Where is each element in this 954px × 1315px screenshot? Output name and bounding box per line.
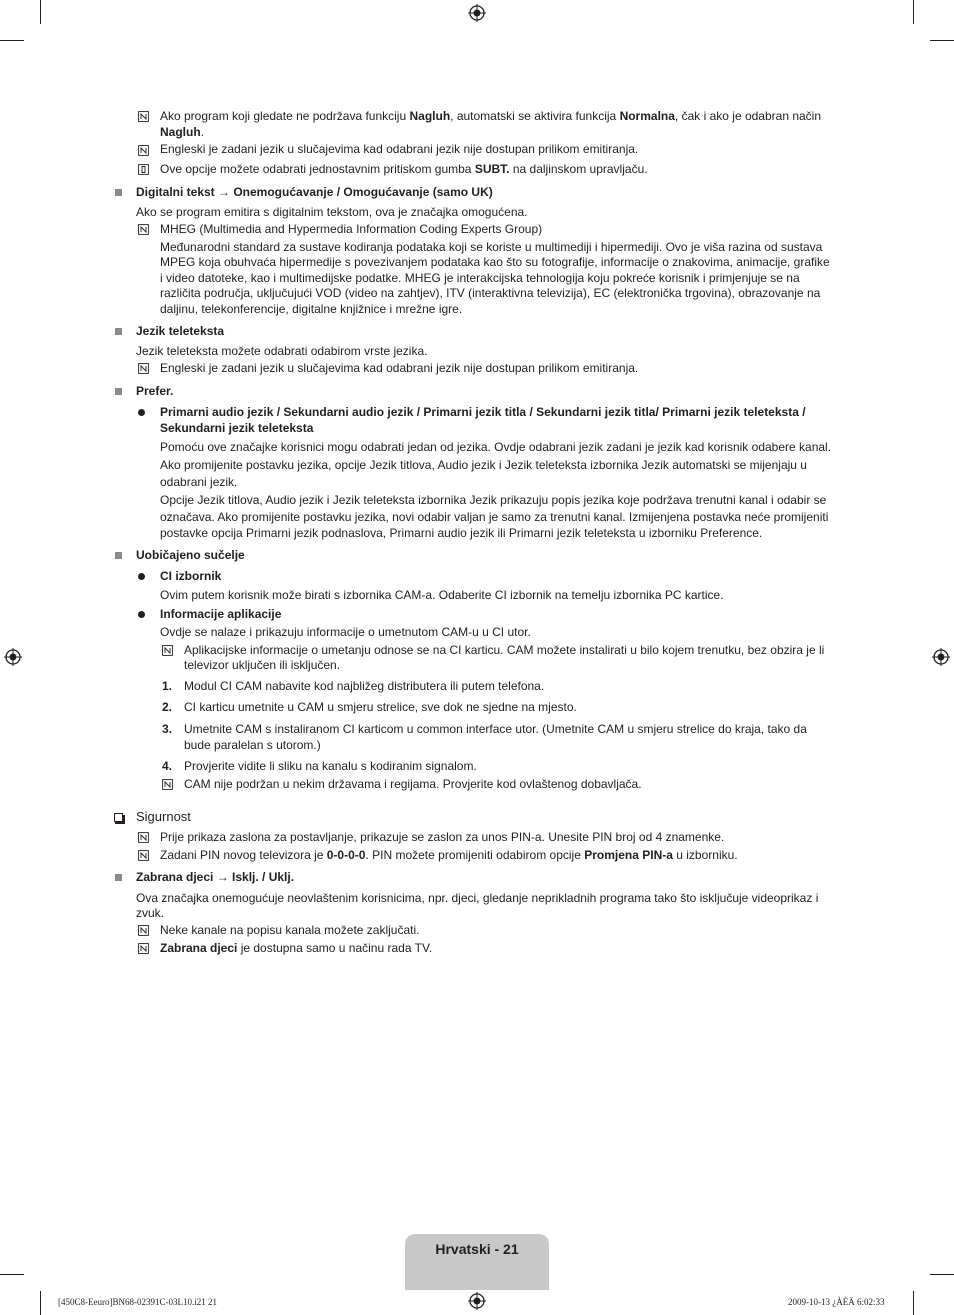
paragraph: Pomoću ove značajke korisnici mogu odabrati jedan od jezika. Ovdje odabrani jezik zadani je jezik kad korisnik odabere kanal.: [160, 440, 832, 454]
file-info: [450C8-Eeuro]BN68-02391C-03L10.i21 21: [58, 1297, 217, 1307]
note-text: Nagluh.: [160, 125, 205, 139]
remote-icon: [138, 164, 149, 175]
paragraph: daljinu, telekonferencije, digitalne knjižnice i mrežne igre.: [160, 302, 463, 316]
section-title: Sigurnost: [136, 809, 191, 824]
step-text: bude paralelan s utorom.): [184, 738, 321, 752]
section-heading: Digitalni tekst → Onemogućavanje / Omogućavanje (samo UK): [136, 185, 493, 199]
step-number: 3.: [162, 722, 173, 736]
note-icon: [138, 850, 149, 861]
step-number: 2.: [162, 700, 173, 714]
section-bullet: [115, 388, 122, 395]
paragraph: i video datoteke, kao i multimedijske podatke. MHEG je interakcijska tehnologija koju pokreće korisnik i primjenjuje se na: [160, 271, 800, 285]
paragraph: Ova značajka onemogućuje neovlaštenim korisnicima, npr. djeci, gledanje neprikladnih programa tako što isključuje videoprikaz i: [136, 891, 819, 905]
paragraph: Opcije Jezik titlova, Audio jezik i Jezik teleteksta izbornika Jezik prikazuju popis jezika koje podržava trenutni kanal i odabir se: [160, 493, 827, 507]
note-icon: [138, 943, 149, 954]
section-bullet: [115, 874, 122, 881]
section-checkbox-icon: [114, 813, 123, 822]
registration-mark-icon: [468, 4, 486, 22]
step-text: CI karticu umetnite u CAM u smjeru strelice, sve dok ne sjedne na mjesto.: [184, 700, 577, 714]
list-bullet: [138, 573, 145, 580]
paragraph: različita područja, uključujući VOD (video na zahtjev), ITV (interaktivna televizija), EC (elektronička trgovina), obrazovanje na: [160, 286, 821, 300]
note-text: Zadani PIN novog televizora je 0-0-0-0. PIN možete promijeniti odabirom opcije Promjena PIN-a u izborniku.: [160, 848, 738, 862]
note-text: Ove opcije možete odabrati jednostavnim pritiskom gumba SUBT. na daljinskom upravljaču.: [160, 162, 648, 176]
note-icon: [138, 224, 149, 235]
step-text: Provjerite vidite li sliku na kanalu s kodiranim signalom.: [184, 759, 477, 773]
registration-mark-icon: [468, 1292, 486, 1310]
page-number: Hrvatski - 21: [435, 1241, 519, 1257]
step-number: 1.: [162, 679, 173, 693]
note-text: Zabrana djeci je dostupna samo u načinu rada TV.: [160, 941, 433, 955]
registration-mark-icon: [4, 648, 22, 666]
subheading: CI izbornik: [160, 569, 222, 583]
note-icon: [162, 779, 173, 790]
section-heading: Zabrana djeci → Isklj. / Uklj.: [136, 870, 295, 884]
paragraph: MPEG koja obuhvaća hipermedije s povezivanjem podataka kao što su fotografije, informacije o znakovima, animacije, grafike: [160, 255, 830, 269]
list-bullet: [138, 409, 145, 416]
paragraph: Ovim putem korisnik može birati s izbornika CAM-a. Odaberite CI izbornik na temelju izbornika PC kartice.: [160, 588, 724, 602]
crop-mark: [930, 1274, 954, 1275]
note-icon: [162, 645, 173, 656]
paragraph: Jezik teleteksta možete odabrati odabirom vrste jezika.: [136, 344, 428, 358]
note-icon: [138, 111, 149, 122]
subheading: Informacije aplikacije: [160, 607, 282, 621]
note-text: televizor uključen ili isključen.: [184, 658, 341, 672]
section-bullet: [115, 552, 122, 559]
print-timestamp: 2009-10-13 ¿ÀÈÄ 6:02:33: [788, 1297, 885, 1307]
note-text: Neke kanale na popisu kanala možete zaključati.: [160, 923, 420, 937]
crop-mark: [40, 1291, 41, 1315]
crop-mark: [40, 0, 41, 24]
crop-mark: [0, 1274, 24, 1275]
paragraph: zvuk.: [136, 906, 165, 920]
note-text: Engleski je zadani jezik u slučajevima kad odabrani jezik nije dostupan prilikom emitiranja.: [160, 142, 639, 156]
note-text: Ako program koji gledate ne podržava funkciju Nagluh, automatski se aktivira funkcija Normalna, čak i ako je odabran način: [160, 109, 822, 123]
section-heading: Jezik teleteksta: [136, 324, 225, 338]
crop-mark: [0, 40, 24, 41]
subheading: Sekundarni jezik teleteksta: [160, 421, 314, 435]
step-text: Modul CI CAM nabavite kod najbližeg distributera ili putem telefona.: [184, 679, 545, 693]
section-bullet: [115, 328, 122, 335]
list-bullet: [138, 611, 145, 618]
note-icon: [138, 363, 149, 374]
step-text: Umetnite CAM s instaliranom CI karticom u common interface utor. (Umetnite CAM u smjeru strelice do kraja, tako da: [184, 722, 807, 736]
registration-mark-icon: [932, 648, 950, 666]
note-icon: [138, 832, 149, 843]
paragraph: Ovdje se nalaze i prikazuju informacije o umetnutom CAM-u u CI utor.: [160, 625, 531, 639]
paragraph: postavke opcija Primarni jezik podnaslova, Primarni audio jezik ili Primarni jezik teleteksta u izborniku Preference.: [160, 526, 763, 540]
paragraph: Ako promijenite postavku jezika, opcije Jezik titlova, Audio jezik i Jezik teleteksta izbornika Jezik automatski se mijenjaju u: [160, 458, 807, 472]
note-icon: [138, 925, 149, 936]
note-text: Engleski je zadani jezik u slučajevima kad odabrani jezik nije dostupan prilikom emitiranja.: [160, 361, 639, 375]
note-text: Aplikacijske informacije o umetanju odnose se na CI karticu. CAM možete instalirati u bilo kojem trenutku, bez obzira je li: [184, 643, 825, 657]
step-number: 4.: [162, 759, 173, 773]
section-heading: Uobičajeno sučelje: [136, 548, 245, 562]
paragraph: Ako se program emitira s digitalnim tekstom, ova je značajka omogućena.: [136, 205, 528, 219]
crop-mark: [913, 0, 914, 24]
section-heading: Prefer.: [136, 384, 174, 398]
note-text: Prije prikaza zaslona za postavljanje, prikazuje se zaslon za unos PIN-a. Unesite PIN broj od 4 znamenke.: [160, 830, 725, 844]
crop-mark: [913, 1291, 914, 1315]
paragraph: označava. Ako promijenite postavku jezika, novi odabir valjan je samo za trenutni kanal. Izmijenjena postavka neće promijeniti: [160, 510, 829, 524]
paragraph: odabrani jezik.: [160, 475, 238, 489]
paragraph: Međunarodni standard za sustave kodiranja podataka koji se koriste u multimediji i hipermediji. Ovo je viša razina od sustava: [160, 240, 823, 254]
note-text: CAM nije podržan u nekim državama i regijama. Provjerite kod ovlaštenog dobavljača.: [184, 777, 642, 791]
note-icon: [138, 145, 149, 156]
note-text: MHEG (Multimedia and Hypermedia Information Coding Experts Group): [160, 222, 543, 236]
subheading: Primarni audio jezik / Sekundarni audio jezik / Primarni jezik titla / Sekundarni jezik titla/ Primarni jezik teleteksta /: [160, 405, 806, 419]
page-number-tab: [405, 1234, 549, 1290]
crop-mark: [930, 40, 954, 41]
section-bullet: [115, 189, 122, 196]
